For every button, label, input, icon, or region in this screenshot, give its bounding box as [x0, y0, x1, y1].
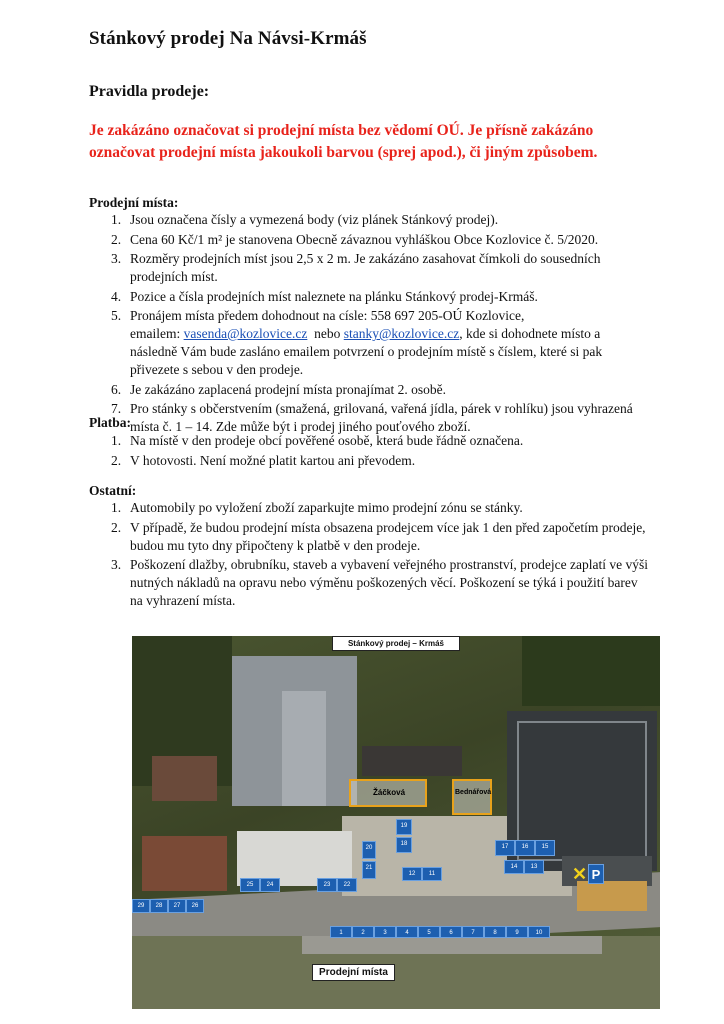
stall-24: 24	[260, 878, 280, 892]
stall-7: 7	[462, 926, 484, 938]
list-item: 3. Poškození dlažby, obrubníku, staveb a vybavení veřejného prostranství, prodejce zaplatí ve výši nutných nákladů na opravu nebo výměnu poškozených věcí. Poškození se týká i použití barev na vyhrazení místa.	[111, 557, 648, 608]
section-heading-places: Prodejní místa:	[89, 195, 179, 210]
aerial-map	[132, 636, 660, 1009]
list-item: 1. Automobily po vyložení zboží zaparkujte mimo prodejní zónu se stánky.	[111, 500, 523, 515]
house-roof	[152, 756, 217, 801]
stall-3: 3	[374, 926, 396, 938]
stall-9: 9	[506, 926, 528, 938]
list-item: 1. Na místě v den prodeje obcí pověřené osobě, která bude řádně označena.	[111, 433, 524, 448]
stall-5: 5	[418, 926, 440, 938]
church-roof-ridge	[282, 691, 326, 806]
stall-17: 17	[495, 840, 515, 856]
playground	[577, 881, 647, 911]
email-link-vasenda[interactable]: vasenda@kozlovice.cz	[183, 326, 308, 341]
warning-text: Je zakázáno označovat si prodejní místa bez vědomí OÚ. Je přísně zakázáno označovat prodejní místa jakoukoli barvou (sprej apod.), či jiným způsobem.	[89, 122, 598, 161]
stall-22: 22	[337, 878, 357, 892]
list-item: 2. Cena 60 Kč/1 m² je stanovena Obecně závaznou vyhláškou Obce Kozlovice č. 5/2020.	[111, 231, 599, 247]
stall-1: 1	[330, 926, 352, 938]
house-roof	[142, 836, 227, 891]
stall-10: 10	[528, 926, 550, 938]
reserved-area-bednarova: Bednářová	[452, 779, 492, 815]
stall-16: 16	[515, 840, 535, 856]
no-entry-x-icon: ✕	[572, 864, 588, 884]
stall-15: 15	[535, 840, 555, 856]
section-heading-payment: Platba:	[89, 415, 131, 430]
stall-4: 4	[396, 926, 418, 938]
stall-6: 6	[440, 926, 462, 938]
list-payment	[89, 432, 649, 471]
stall-13: 13	[524, 860, 544, 874]
parking-sign-icon: P	[588, 864, 604, 884]
stall-21: 21	[362, 861, 376, 879]
list-places	[89, 211, 649, 438]
map-top-label: Stánkový prodej – Krmáš	[332, 636, 460, 651]
list-item: 3. Rozměry prodejních míst jsou 2,5 x 2 m. Je zakázáno zasahovat čímkoli do sousedních prodejních míst.	[111, 251, 601, 284]
list-item: 2. V hotovosti. Není možné platit kartou ani převodem.	[111, 452, 416, 468]
trees-area	[522, 636, 660, 706]
stall-18: 18	[396, 837, 412, 853]
building-roof	[362, 746, 462, 776]
email-link-stanky[interactable]: stanky@kozlovice.cz	[343, 326, 460, 341]
rules-heading: Pravidla prodeje:	[89, 83, 210, 100]
stall-19: 19	[396, 819, 412, 835]
stall-26: 26	[186, 899, 204, 913]
list-item: 1. Jsou označena čísly a vymezená body (viz plánek Stánkový prodej).	[111, 212, 499, 227]
stall-20: 20	[362, 841, 376, 859]
list-item: 6. Je zakázáno zaplacená prodejní místa pronajímat 2. osobě.	[111, 381, 446, 397]
stall-23: 23	[317, 878, 337, 892]
stall-14: 14	[504, 860, 524, 874]
list-item: 7. Pro stánky s občerstvením (smažená, grilovaná, vařená jídla, párek v rohlíku) jsou vyhrazená místa č. 1 – 14. Zde může být i prodej jiného pouťového zboží.	[111, 401, 633, 434]
stall-2: 2	[352, 926, 374, 938]
section-heading-other: Ostatní:	[89, 483, 137, 498]
stall-27: 27	[168, 899, 186, 913]
list-item: 4. Pozice a čísla prodejních míst naleznete na plánku Stánkový prodej-Krmáš.	[111, 288, 538, 304]
stall-25: 25	[240, 878, 260, 892]
stall-12: 12	[402, 867, 422, 881]
stall-28: 28	[150, 899, 168, 913]
stall-8: 8	[484, 926, 506, 938]
list-item: 5. Pronájem místa předem dohodnout na císle: 558 697 205-OÚ Kozlovice, emailem: vasenda@kozlovice.cz nebo stanky@kozlovice.cz, kde si dohodnete místo a následně Vám bude zasláno emailem potvrzení o prodejním místě s číslem, které si pak přivezete s sebou v den prodeje.	[111, 308, 603, 377]
list-other	[89, 499, 649, 612]
list-item: 2. V případě, že budou prodejní místa obsazena prodejcem více jak 1 den před započetím prodeje, budou mu tyto dny připočteny k platbě v den prodeje.	[111, 519, 646, 553]
stall-11: 11	[422, 867, 442, 881]
map-bottom-label: Prodejní místa	[312, 964, 395, 981]
stall-29: 29	[132, 899, 150, 913]
reserved-area-zackova: Žáčková	[349, 779, 427, 807]
page-title: Stánkový prodej Na Návsi-Krmáš	[89, 28, 367, 49]
